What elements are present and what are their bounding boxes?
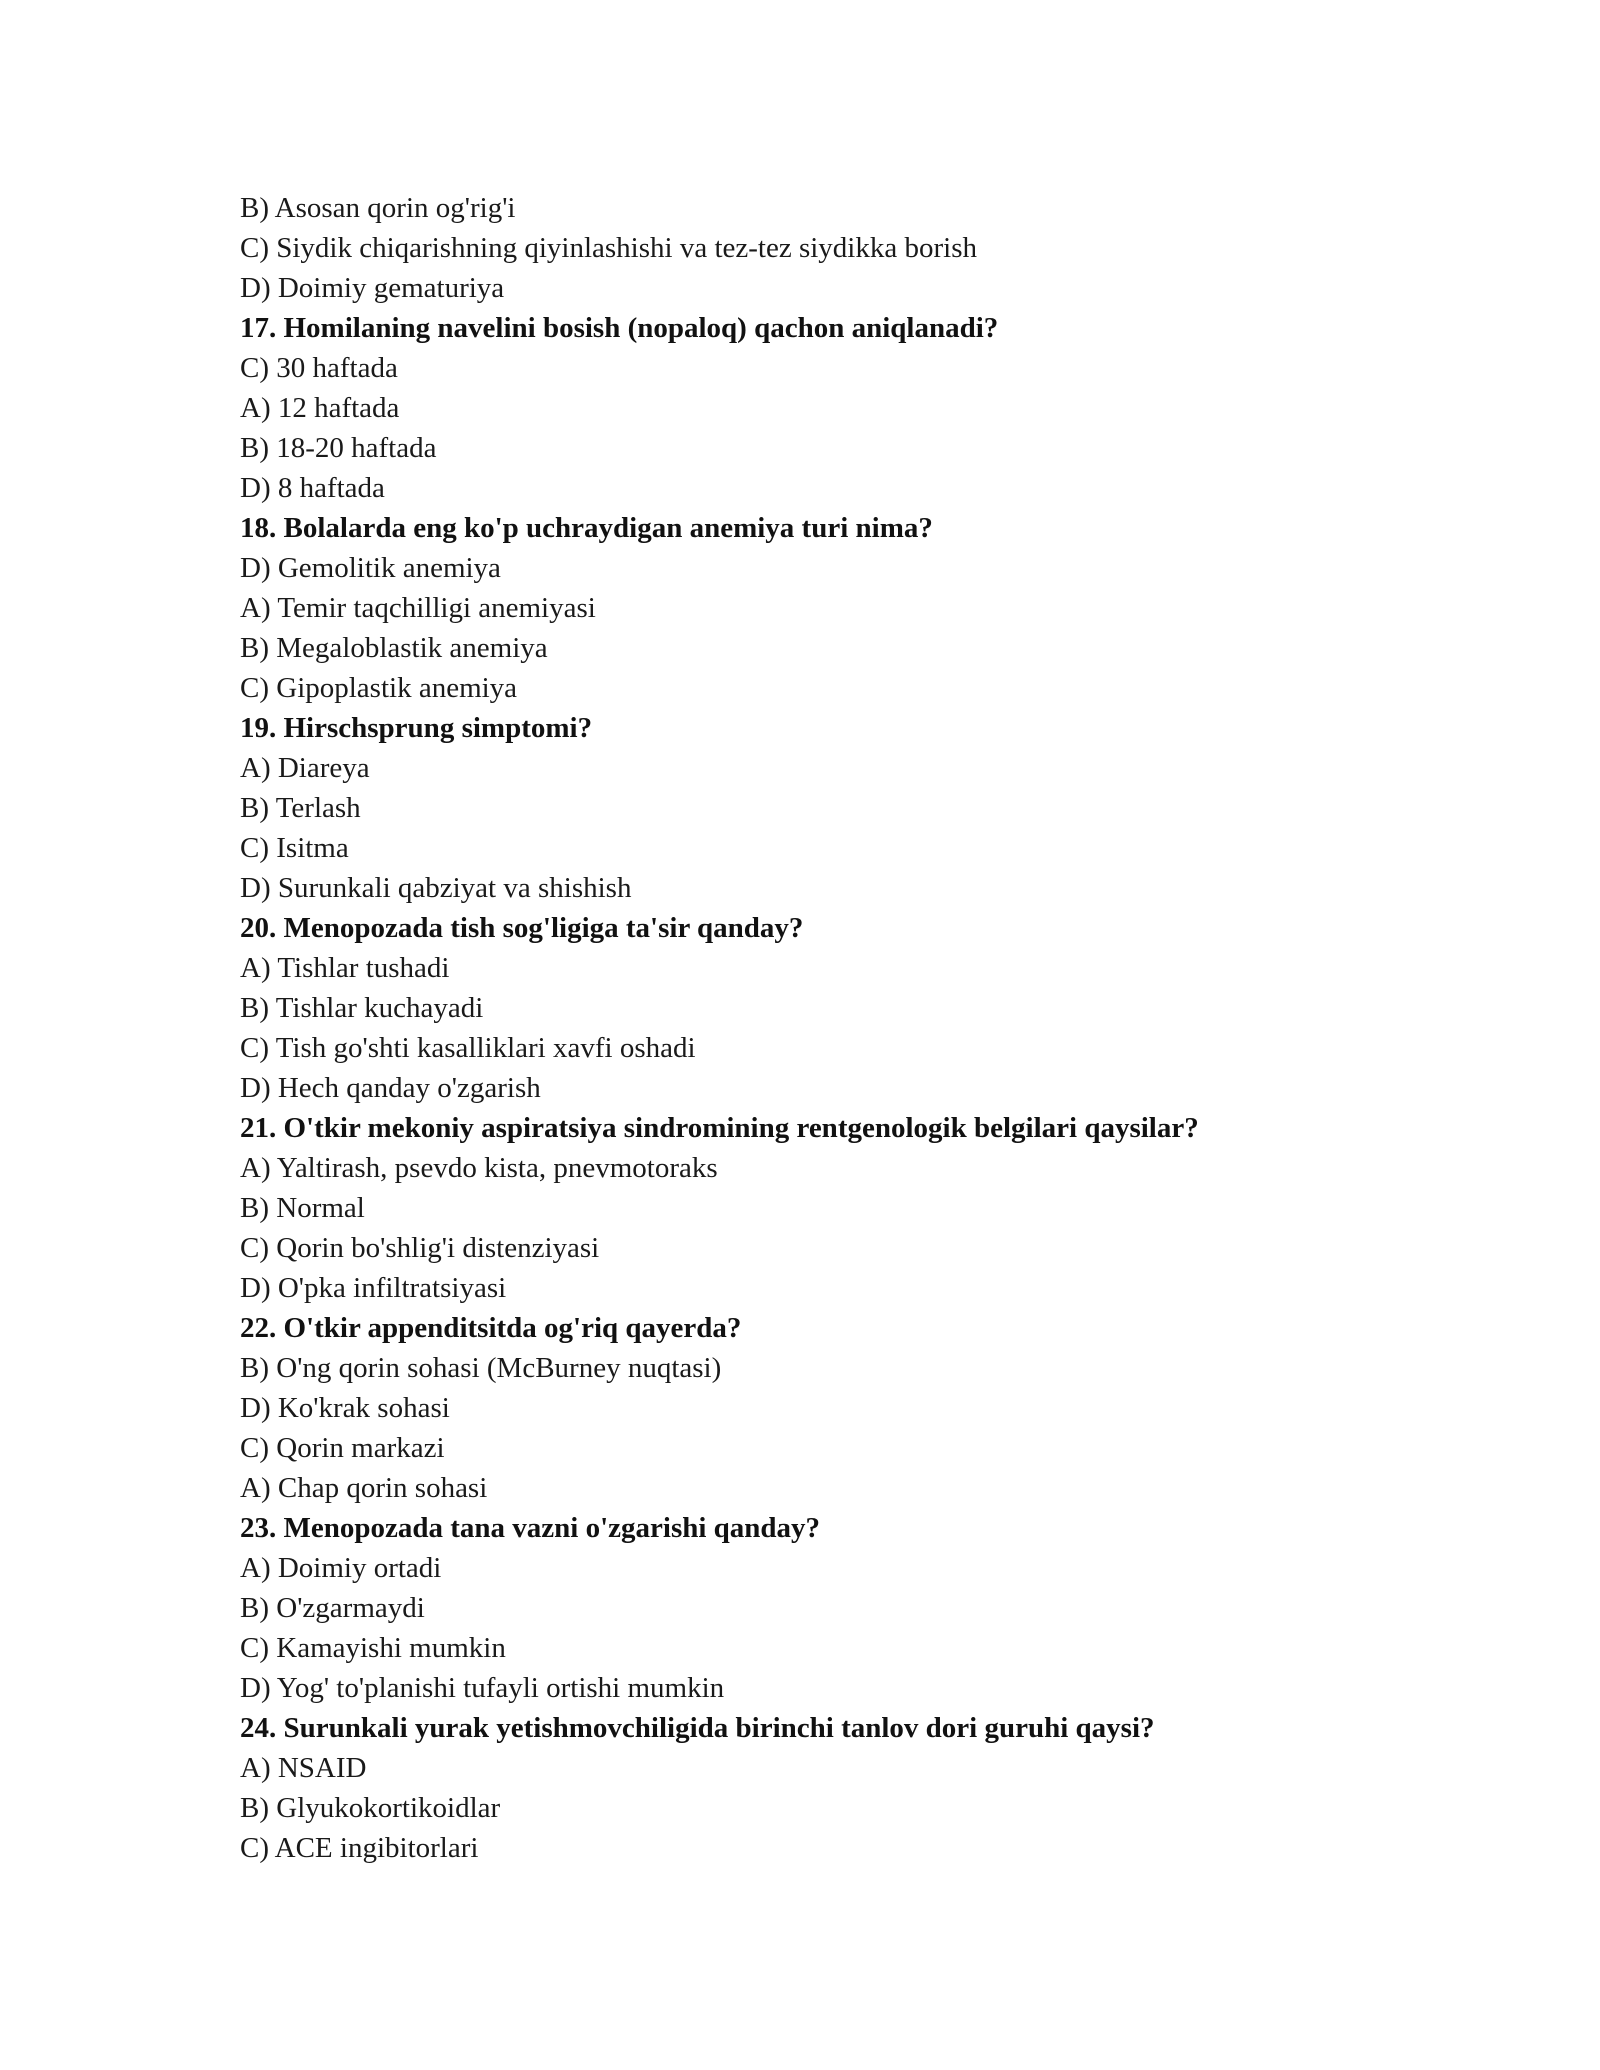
answer-option: B) O'zgarmaydi (240, 1592, 425, 1624)
question-heading: 22. O'tkir appenditsitda og'riq qayerda? (240, 1312, 742, 1344)
answer-option: D) Surunkali qabziyat va shishish (240, 872, 632, 904)
answer-option: A) Yaltirash, psevdo kista, pnevmotoraks (240, 1152, 718, 1184)
answer-option: D) 8 haftada (240, 472, 385, 504)
answer-option: B) 18-20 haftada (240, 432, 437, 464)
answer-option: A) 12 haftada (240, 392, 400, 424)
answer-option: A) Diareya (240, 752, 370, 784)
question-list (240, 188, 1440, 1868)
answer-option: D) O'pka infiltratsiyasi (240, 1272, 507, 1304)
answer-option: B) Normal (240, 1192, 365, 1224)
answer-option: B) Glyukokortikoidlar (240, 1792, 501, 1824)
answer-option: B) Terlash (240, 792, 361, 824)
answer-option: C) Gipoplastik anemiya (240, 672, 518, 704)
question-heading: 23. Menopozada tana vazni o'zgarishi qanday? (240, 1512, 821, 1544)
answer-option: B) O'ng qorin sohasi (McBurney nuqtasi) (240, 1352, 722, 1384)
answer-option: C) Qorin markazi (240, 1432, 445, 1464)
answer-option: D) Hech qanday o'zgarish (240, 1072, 541, 1104)
answer-option: C) 30 haftada (240, 352, 398, 384)
question-heading: 21. O'tkir mekoniy aspiratsiya sindromining rentgenologik belgilari qaysilar? (240, 1112, 1199, 1144)
question-heading: 18. Bolalarda eng ko'p uchraydigan anemiya turi nima? (240, 512, 933, 544)
answer-option: D) Yog' to'planishi tufayli ortishi mumkin (240, 1672, 725, 1704)
answer-option: B) Megaloblastik anemiya (240, 632, 548, 664)
answer-option: A) NSAID (240, 1752, 367, 1784)
answer-option: D) Ko'krak sohasi (240, 1392, 450, 1424)
question-heading: 19. Hirschsprung simptomi? (240, 712, 593, 744)
answer-option: C) Qorin bo'shlig'i distenziyasi (240, 1232, 600, 1264)
answer-option: B) Tishlar kuchayadi (240, 992, 484, 1024)
answer-option: A) Temir taqchilligi anemiyasi (240, 592, 596, 624)
answer-option: C) Kamayishi mumkin (240, 1632, 506, 1664)
answer-option: B) Asosan qorin og'rig'i (240, 192, 516, 224)
answer-option: C) Siydik chiqarishning qiyinlashishi va tez-tez siydikka borish (240, 232, 977, 264)
answer-option: D) Gemolitik anemiya (240, 552, 501, 584)
question-heading: 17. Homilaning navelini bosish (nopaloq) qachon aniqlanadi? (240, 312, 999, 344)
answer-option: A) Chap qorin sohasi (240, 1472, 488, 1504)
answer-option: C) Isitma (240, 832, 349, 864)
answer-option: D) Doimiy gematuriya (240, 272, 505, 304)
answer-option: C) Tish go'shti kasalliklari xavfi oshadi (240, 1032, 696, 1064)
answer-option: C) ACE ingibitorlari (240, 1832, 479, 1864)
question-heading: 20. Menopozada tish sog'ligiga ta'sir qanday? (240, 912, 804, 944)
answer-option: A) Tishlar tushadi (240, 952, 450, 984)
question-heading: 24. Surunkali yurak yetishmovchiligida birinchi tanlov dori guruhi qaysi? (240, 1712, 1155, 1744)
answer-option: A) Doimiy ortadi (240, 1552, 442, 1584)
